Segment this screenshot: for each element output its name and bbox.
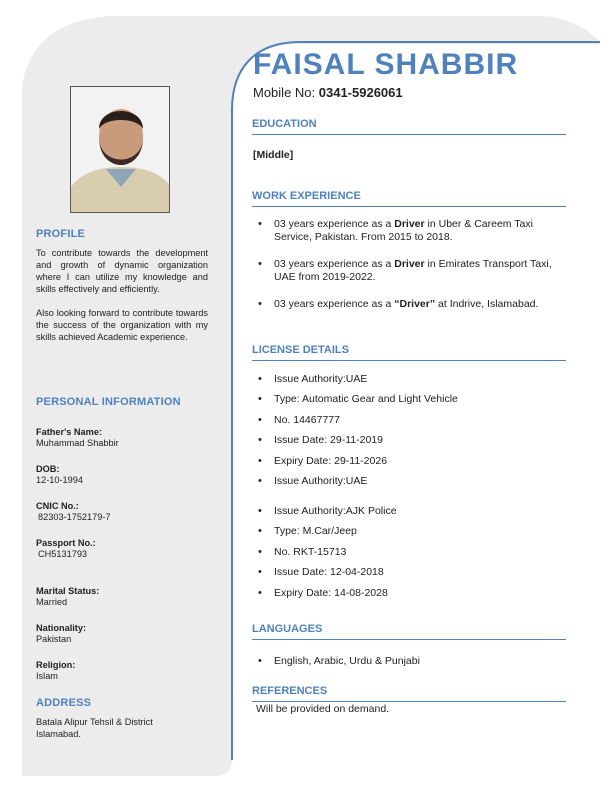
education-title: EDUCATION — [252, 118, 317, 130]
field-value: Islam — [36, 671, 58, 681]
personal-info-title: PERSONAL INFORMATION — [36, 396, 181, 408]
references-value: Will be provided on demand. — [256, 703, 390, 715]
license-item: • Expiry Date: 29-11-2026 — [256, 455, 568, 468]
field-nationality — [36, 623, 208, 644]
profile-paragraph-2: Also looking forward to contribute towards the success of the organization with my skills achieved Academic experience. — [36, 308, 208, 342]
work-item: • 03 years experience as a “Driver” at Indrive, Islamabad. — [256, 298, 568, 311]
references-title: REFERENCES — [252, 685, 328, 697]
field-label: Father's Name: — [36, 427, 103, 437]
field-value: Muhammad Shabbir — [36, 438, 119, 448]
mobile-label: Mobile No: — [253, 85, 316, 100]
education-heading — [252, 114, 566, 135]
profile-section — [36, 228, 208, 343]
address-title: ADDRESS — [36, 697, 92, 709]
work-title: WORK EXPERIENCE — [252, 190, 361, 202]
license-item: • No. 14467777 — [256, 414, 568, 427]
license-item: • Type: Automatic Gear and Light Vehicle — [256, 393, 568, 406]
field-value: 12-10-1994 — [36, 475, 83, 485]
field-value: Pakistan — [36, 634, 72, 644]
license-title: LICENSE DETAILS — [252, 344, 349, 356]
address-value: Batala Alipur Tehsil & District Islamabad. — [36, 717, 153, 739]
field-label: Marital Status: — [36, 586, 100, 596]
education-value: [Middle] — [253, 149, 294, 161]
license-item: • Issue Date: 29-11-2019 — [256, 434, 568, 447]
personal-info-section — [36, 396, 208, 408]
field-passport — [36, 538, 208, 559]
mobile-number — [253, 85, 403, 100]
field-religion — [36, 660, 208, 681]
candidate-name: FAISAL SHABBIR — [253, 48, 519, 81]
profile-paragraph-1: To contribute towards the development and growth of dynamic organization where I can utilize my knowledge and skills effectively and efficiently. — [36, 248, 208, 294]
field-label: Passport No.: — [36, 538, 96, 548]
field-label: Nationality: — [36, 623, 87, 633]
profile-photo — [70, 86, 170, 213]
work-list — [256, 218, 568, 311]
field-value: 82303-1752179-7 — [38, 512, 111, 522]
language-item: • English, Arabic, Urdu & Punjabi — [256, 655, 568, 668]
license-item: • No. RKT-15713 — [256, 546, 568, 559]
field-marital-status — [36, 586, 208, 607]
languages-heading — [252, 619, 566, 640]
work-item: • 03 years experience as a Driver in Uber & Careem Taxi Service, Pakistan. From 2015 to 2018. — [256, 218, 568, 244]
license-item: • Expiry Date: 14-08-2028 — [256, 587, 568, 600]
languages-title: LANGUAGES — [252, 623, 323, 635]
license-list-uae — [256, 373, 568, 488]
license-item: • Type: M.Car/Jeep — [256, 525, 568, 538]
license-item: • Issue Authority:UAE — [256, 373, 568, 386]
field-fathers-name — [36, 427, 208, 448]
license-item: • Issue Date: 12-04-2018 — [256, 566, 568, 579]
address-section — [36, 697, 186, 740]
license-item: • Issue Authority:UAE — [256, 475, 568, 488]
license-heading — [252, 340, 566, 361]
languages-list — [256, 655, 568, 668]
field-label: DOB: — [36, 464, 60, 474]
references-heading — [252, 681, 566, 702]
profile-title: PROFILE — [36, 228, 86, 240]
field-cnic — [36, 501, 208, 522]
field-value: CH5131793 — [38, 549, 88, 559]
mobile-value: 0341-5926061 — [318, 85, 403, 100]
field-dob — [36, 464, 208, 485]
license-list-ajk — [256, 505, 568, 600]
field-label: CNIC No.: — [36, 501, 79, 511]
work-heading — [252, 186, 566, 207]
field-value: Married — [36, 597, 68, 607]
license-item: • Issue Authority:AJK Police — [256, 505, 568, 518]
work-item: • 03 years experience as a Driver in Emirates Transport Taxi, UAE from 2019-2022. — [256, 258, 568, 284]
field-label: Religion: — [36, 660, 76, 670]
